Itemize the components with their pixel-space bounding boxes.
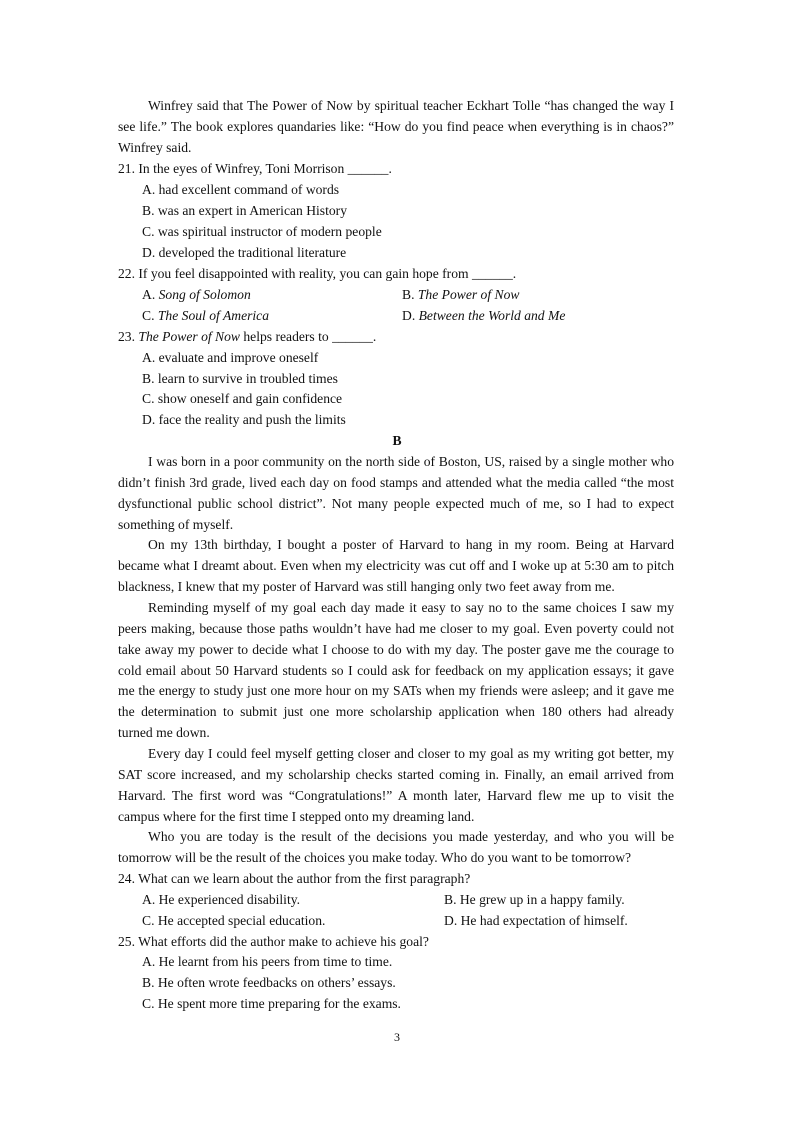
passage-p1-line-2: didn’t finish 3rd grade, lived each day on food stamps and attended what the media called “the most [118,475,674,490]
question-23-option-d: D. face the reality and push the limits [142,412,346,427]
intro-line-3: Winfrey said. [118,140,192,155]
question-23-stem [118,327,674,348]
question-21-option-c: C. was spiritual instructor of modern people [142,224,382,239]
question-24-option-d: D. He had expectation of himself. [444,913,628,928]
passage-p2-line-1: On my 13th birthday, I bought a poster of Harvard to hang in my room. Being at Harvard [148,537,674,552]
question-25-stem: 25. What efforts did the author make to achieve his goal? [118,934,429,949]
question-24-option-a: A. He experienced disability. [142,892,301,907]
passage-p3-line-2: peers making, because those paths wouldn’t have had me closer to my goal. Even poverty could not [118,621,674,636]
passage-p3-line-5: me the energy to study just one more hour on my SATs when my friends were asleep; and it gave me [118,683,674,698]
question-21-option-d: D. developed the traditional literature [142,245,347,260]
question-21-stem: 21. In the eyes of Winfrey, Toni Morrison ______. [118,161,392,176]
passage-p1-line-4: something of myself. [118,517,234,532]
question-24-stem: 24. What can we learn about the author from the first paragraph? [118,871,471,886]
page-number: 3 [394,1030,400,1044]
option-letter: C. [142,308,158,323]
passage-p3-line-1: Reminding myself of my goal each day made it easy to say no to the same choices I saw my [148,600,674,615]
passage-p3-line-7: turned me down. [118,725,210,740]
question-21-option-a: A. had excellent command of words [142,182,340,197]
question-22-option-d [402,306,794,327]
book-title: The Power of Now [138,329,240,344]
book-title: Between the World and Me [418,308,566,323]
passage-p2-line-3: blackness, I knew that my poster of Harvard was still hanging only two feet away from me. [118,579,615,594]
question-22-option-b [402,285,794,306]
passage-p1-line-3: dysfunctional public school district”. Not many people expected much of me, so I had to expect [118,496,674,511]
question-25-option-a: A. He learnt from his peers from time to time. [142,954,393,969]
passage-p4-line-2: SAT score increased, and my scholarship checks started coming in. Finally, an email arrived from [118,767,674,782]
question-23-option-b: B. learn to survive in troubled times [142,371,338,386]
question-25-option-c: C. He spent more time preparing for the exams. [142,996,401,1011]
book-title: Song of Solomon [158,287,251,302]
passage-p3-line-6: the determination to submit just one more scholarship application when 180 others had already [118,704,674,719]
question-23-option-a: A. evaluate and improve oneself [142,350,319,365]
passage-p3-line-4: cold email about 50 Harvard students so I could ask for feedback on my application essays; it gave [118,663,674,678]
question-24-option-c: C. He accepted special education. [142,913,326,928]
question-25-option-b: B. He often wrote feedbacks on others’ essays. [142,975,396,990]
passage-p3-line-3: take away my power to decide what I choose to do with my day. The poster gave me the courage to [118,642,674,657]
passage-p2-line-2: became what I dreamt about. Even when my electricity was cut off and I woke up at 5:30 am to pitch [118,558,674,573]
option-letter: B. [402,287,418,302]
passage-p4-line-3: Harvard. The first word was “Congratulations!” A month later, Harvard flew me up to visit the [118,788,674,803]
question-23-option-c: C. show oneself and gain confidence [142,391,343,406]
intro-line-1: Winfrey said that The Power of Now by spiritual teacher Eckhart Tolle “has changed the way I [148,98,674,113]
book-title: The Power of Now [417,287,520,302]
question-text: helps readers to ______. [239,329,377,344]
question-24-option-b: B. He grew up in a happy family. [444,892,625,907]
passage-p4-line-4: campus where for the first time I stepped onto my dreaming land. [118,809,475,824]
intro-line-2: see life.” The book explores quandaries like: “How do you find peace when everything is in chaos?” [118,119,674,134]
question-number: 23. [118,329,139,344]
question-21-option-b: B. was an expert in American History [142,203,347,218]
passage-p4-line-1: Every day I could feel myself getting closer and closer to my goal as my writing got better, my [148,746,674,761]
question-22-stem: 22. If you feel disappointed with reality, you can gain hope from ______. [118,266,517,281]
option-letter: A. [142,287,159,302]
passage-p5-line-2: tomorrow will be the result of the choices you make today. Who do you want to be tomorrow? [118,850,632,865]
option-letter: D. [402,308,419,323]
passage-p1-line-1: I was born in a poor community on the north side of Boston, US, raised by a single mother who [148,454,674,469]
book-title: The Soul of America [157,308,270,323]
section-heading-b: B [392,433,402,448]
passage-p5-line-1: Who you are today is the result of the decisions you made yesterday, and who you will be [148,829,674,844]
